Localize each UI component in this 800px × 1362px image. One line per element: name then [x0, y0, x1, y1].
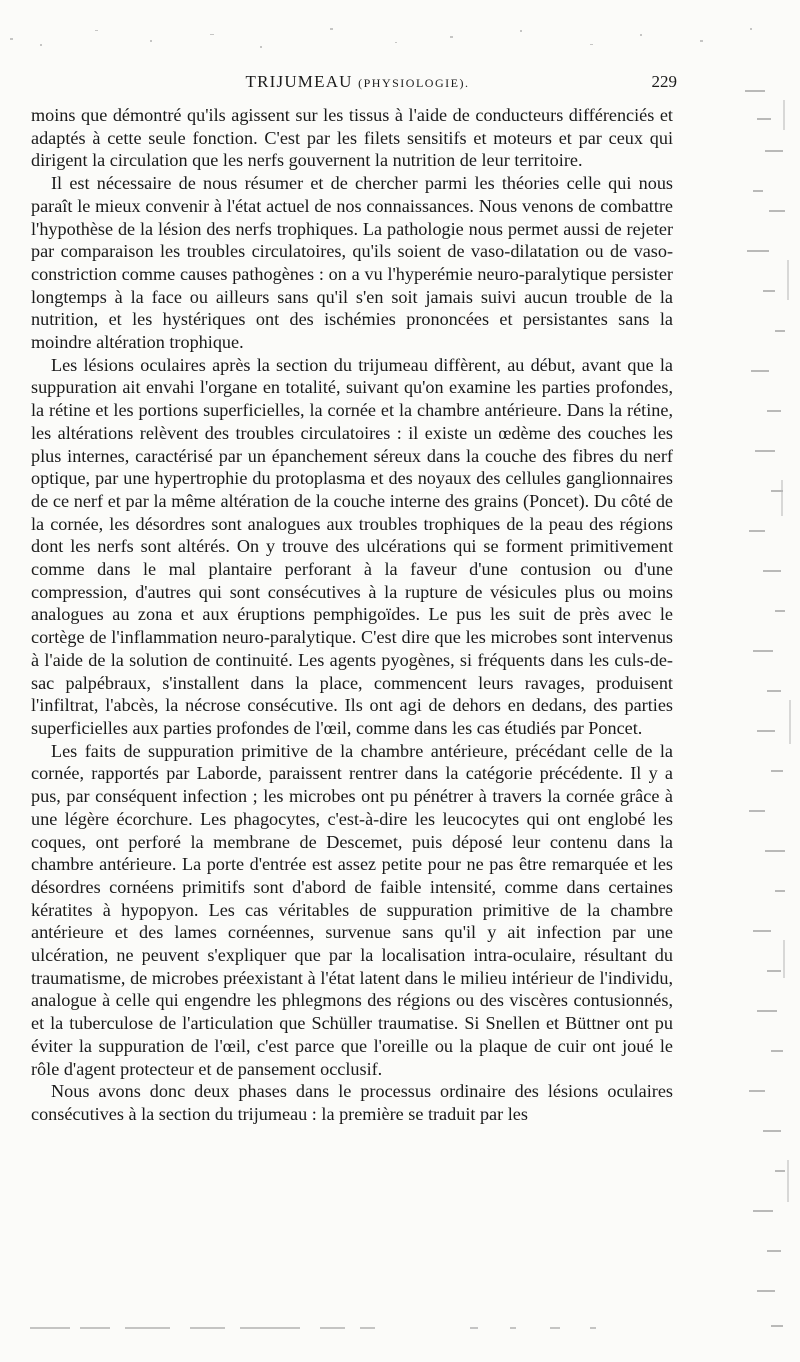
running-title-sub: (PHYSIOLOGIE).: [358, 76, 470, 90]
running-header: [30, 72, 685, 100]
paragraph: Nous avons donc deux phases dans le processus ordinaire des lésions oculaires consécutives à la section du trijumeau : la première se traduit par les: [31, 1081, 673, 1124]
body-text: [31, 104, 673, 1126]
running-title-main: TRIJUMEAU: [245, 72, 353, 91]
paragraph: Il est nécessaire de nous résumer et de chercher parmi les théories celle qui nous paraît le mieux convenir à l'état actuel de nos connaissances. Nous venons de combattre l'hypothèse de la lésion des nerfs trophiques. La pathologie nous permet aussi de rejeter par comparaison les troubles circulatoires, qu'ils soient de vaso-dilatation ou de vaso-constriction comme causes pathogènes : on a vu l'hyperémie neuro-paralytique persister longtemps à la face ou ailleurs sans qu'il s'en soit jamais suivi aucun trouble de la nutrition, et les hystériques ont des ischémies prononcées et persistantes sans la moindre altération trophique.: [31, 173, 673, 353]
paragraph: moins que démontré qu'ils agissent sur les tissus à l'aide de conducteurs différenciés et adaptés à cette seule fonction. C'est par les filets sensitifs et moteurs et par ceux qui dirigent la circulation que les nerfs gouvernent la nutrition de leur territoire.: [31, 105, 673, 171]
bottom-scan-noise: [30, 1322, 670, 1334]
paragraph: Les faits de suppuration primitive de la chambre antérieure, précédant celle de la cornée, rapportés par Laborde, paraissent rentrer dans la catégorie précédente. Il y a pus, par conséquent infection ; les microbes ont pu pénétrer à travers la cornée grâce à une légère écorchure. Les phagocytes, c'est-à-dire les leucocytes qui ont englobé les coques, ont perforé la membrane de Descemet, puis déposé leur contenu dans la chambre antérieure. La porte d'entrée est assez petite pour ne pas être remarquée et les désordres cornéens primitifs sont d'abord de faible intensité, comme dans certaines kératites à hypopyon. Les cas véritables de suppuration primitive de la chambre antérieure et des lames cornéennes, survenue sans qu'il y ait infection par une ulcération, ne peuvent s'expliquer que par la localisation intra-oculaire, résultant du traumatisme, de microbes préexistant à l'état latent dans le milieu intérieur de l'individu, analogue à celle qui engendre les phlegmons des régions ou des viscères contusionnés, et la tuberculose de l'articulation que Schüller traumatise. Si Snellen et Büttner ont pu éviter la suppuration de l'œil, c'est parce que l'oreille ou la plaque de cuir ont joué le rôle d'agent protecteur et de pansement occlusif.: [31, 740, 673, 1079]
paragraph: Les lésions oculaires après la section du trijumeau diffèrent, au début, avant que la suppuration ait envahi l'organe en totalité, suivant qu'on examine les parties profondes, la rétine et les portions superficielles, la cornée et la chambre antérieure. Dans la rétine, les altérations relèvent des troubles circulatoires : il existe un œdème des couches les plus internes, caractérisé par un épanchement séreux dans la couche des fibres du nerf optique, par une hypertrophie du protoplasma et des noyaux des cellules ganglionnaires de ce nerf et par la même altération de la couche interne des grains (Poncet). Du côté de la cornée, les désordres sont analogues aux troubles trophiques de la peau des régions dont les nerfs sont altérés. On y trouve des ulcérations qui se forment primitivement comme dans le mal plantaire perforant à la faveur d'une contusion ou d'une compression, d'autres qui sont consécutives à la rupture de vésicules plus ou moins analogues au zona et aux éruptions pemphigoïdes. Le pus les suit de près avec le cortège de l'inflammation neuro-paralytique. C'est dire que les microbes sont intervenus à l'aide de la solution de continuité. Les agents pyogènes, si fréquents dans les culs-de-sac palpébraux, s'installent dans la place, commencent leurs ravages, produisent l'infiltrat, l'abcès, la nécrose consécutive. Ils ont agi de dehors en dedans, des parties superficielles aux parties profondes de l'œil, comme dans les cas étudiés par Poncet.: [31, 354, 673, 738]
running-title: [30, 72, 685, 92]
page-number: 229: [651, 72, 677, 91]
margin-scan-noise: [705, 60, 800, 1350]
top-scan-noise: [0, 0, 800, 66]
